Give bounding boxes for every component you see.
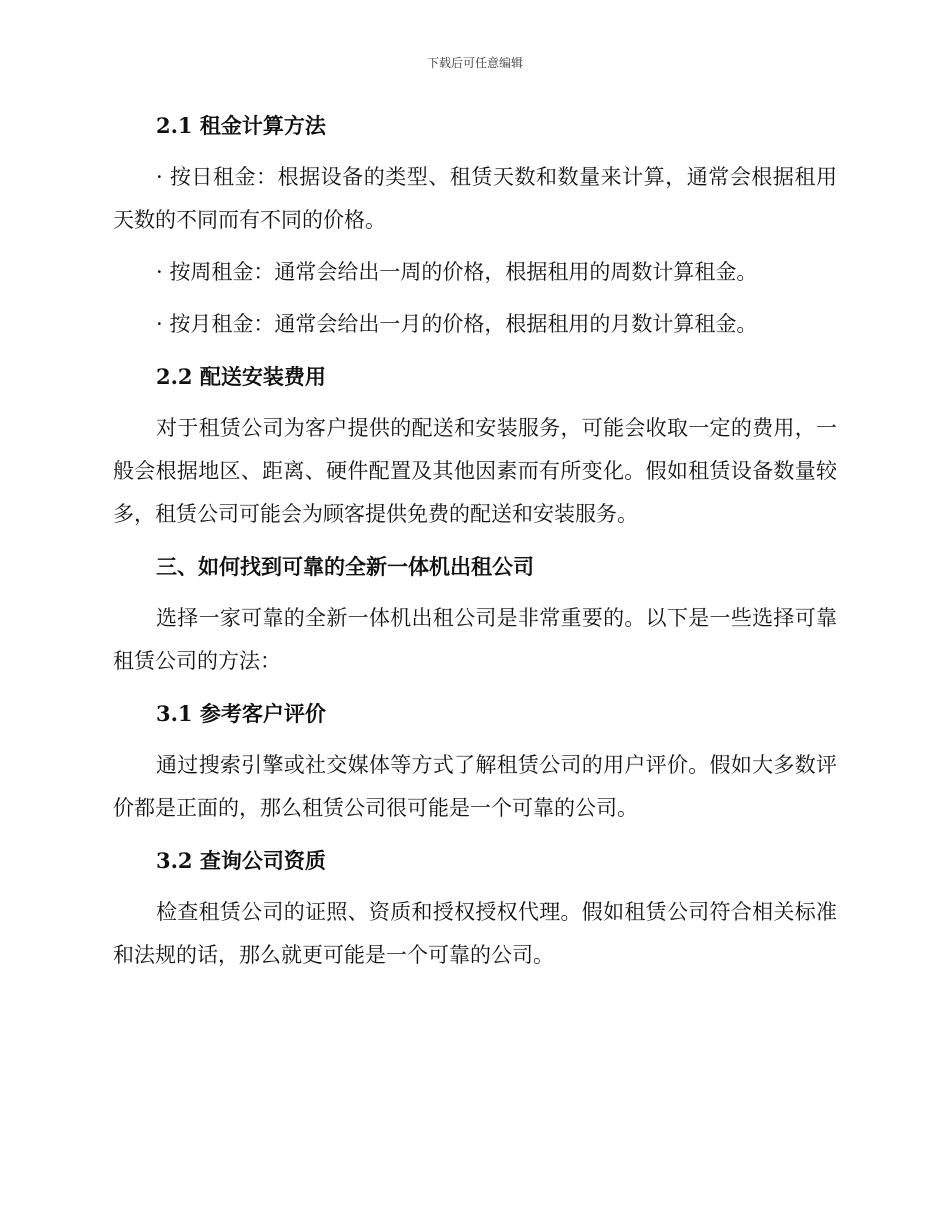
section-heading-2-2: 2.2 配送安装费用	[156, 364, 326, 389]
paragraph-choose-company: 选择一家可靠的全新一体机出租公司是非常重要的。以下是一些选择可靠租赁公司的方法：	[113, 606, 837, 673]
section-heading-3: 三、如何找到可靠的全新一体机出租公司	[156, 554, 534, 579]
section-heading-2-1: 2.1 租金计算方法	[156, 113, 326, 138]
paragraph-customer-reviews: 通过搜索引擎或社交媒体等方式了解租赁公司的用户评价。假如大多数评价都是正面的，那么租赁公司很可能是一个可靠的公司。	[113, 753, 837, 820]
paragraph-company-qualification: 检查租赁公司的证照、资质和授权授权代理。假如租赁公司符合相关标准和法规的话，那么就更可能是一个可靠的公司。	[113, 900, 837, 967]
bullet-weekly-rent: · 按周租金：通常会给出一周的价格，根据租用的周数计算租金。	[156, 260, 758, 284]
page-header: 下载后可任意编辑	[426, 56, 523, 70]
section-heading-3-2: 3.2 查询公司资质	[156, 848, 326, 873]
bullet-monthly-rent: · 按月租金：通常会给出一月的价格，根据租用的月数计算租金。	[156, 312, 758, 336]
document-body	[113, 104, 837, 986]
section-heading-3-1: 3.1 参考客户评价	[156, 701, 326, 726]
paragraph-delivery-install: 对于租赁公司为客户提供的配送和安装服务，可能会收取一定的费用，一般会根据地区、距离、硬件配置及其他因素而有所变化。假如租赁设备数量较多，租赁公司可能会为顾客提供免费的配送和安装服务。	[113, 416, 837, 526]
bullet-daily-rent: · 按日租金：根据设备的类型、租赁天数和数量来计算，通常会根据租用天数的不同而有不同的价格。	[113, 165, 837, 232]
